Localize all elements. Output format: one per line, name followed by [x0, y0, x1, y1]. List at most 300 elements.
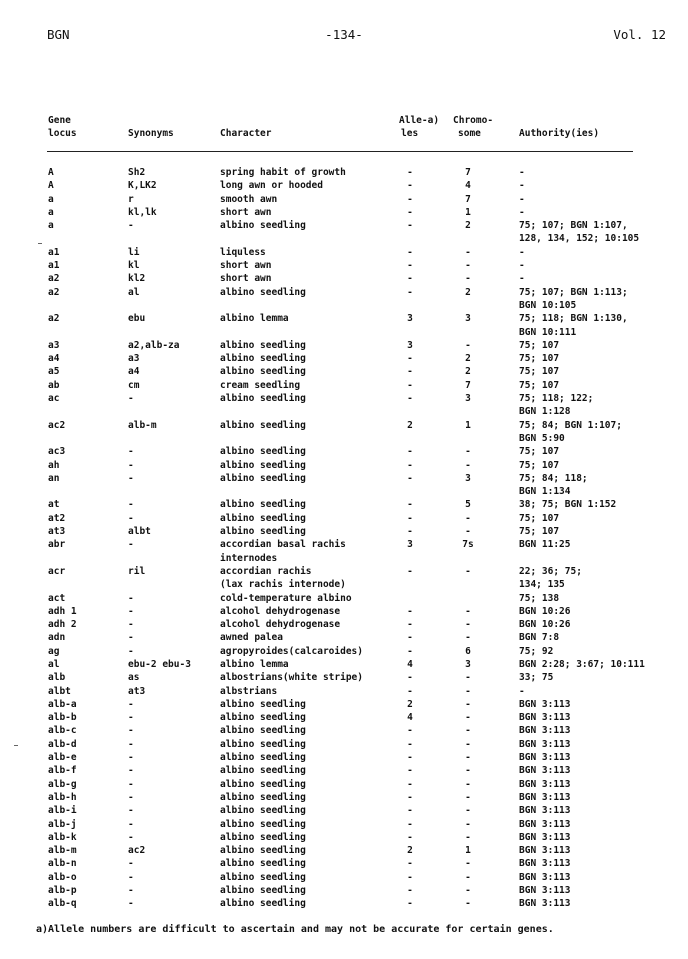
- alleles-cell: -: [407, 167, 413, 178]
- synonyms-cell: ril: [128, 565, 146, 577]
- authority-cell: 75; 107: [519, 512, 560, 524]
- chromosome-cell: -: [465, 526, 471, 538]
- synonyms-cell: kl,lk: [128, 206, 157, 218]
- synonyms-cell: -: [128, 858, 134, 870]
- authority-cell: BGN 3:113: [519, 738, 571, 750]
- gene-locus-cell: alb-j: [48, 818, 77, 830]
- synonyms-cell: -: [128, 472, 134, 484]
- synonyms-cell: -: [128, 220, 134, 232]
- col-character-header: Character: [220, 128, 272, 139]
- character-cell: albino seedling: [220, 499, 306, 511]
- col-chromosome-header-2: some: [458, 128, 481, 139]
- alleles-cell: -: [407, 831, 413, 843]
- chromosome-cell: 2: [465, 366, 471, 378]
- synonyms-cell: -: [128, 885, 134, 897]
- chromosome-cell: 3: [465, 313, 471, 325]
- synonyms-cell: -: [128, 725, 134, 737]
- chromosome-cell: -: [465, 858, 471, 870]
- page-number: -134-: [325, 27, 363, 42]
- synonyms-cell: al: [128, 286, 140, 298]
- synonyms-cell: -: [128, 592, 134, 604]
- character-cell: short awn: [220, 273, 272, 285]
- table-row: [0, 884, 688, 897]
- alleles-cell: -: [407, 446, 413, 458]
- authority-cell: BGN 3:113: [519, 725, 571, 737]
- character-cell: albino seedling: [220, 698, 306, 710]
- character-cell: accordian basal rachis internodes: [220, 539, 346, 564]
- synonyms-cell: -: [128, 831, 134, 843]
- authority-cell: 75; 107: [519, 339, 560, 351]
- synonyms-cell: -: [128, 712, 134, 724]
- authority-cell: BGN 2:28; 3:67; 10:111: [519, 658, 645, 670]
- character-cell: albino seedling: [220, 339, 306, 351]
- character-cell: albino seedling: [220, 752, 306, 764]
- gene-locus-cell: alb: [48, 672, 66, 684]
- gene-locus-cell: an: [48, 472, 60, 484]
- alleles-cell: -: [407, 725, 413, 737]
- table-row: [0, 764, 688, 777]
- character-cell: albino lemma: [220, 313, 289, 325]
- table-row: [0, 352, 688, 365]
- character-cell: albino seedling: [220, 831, 306, 843]
- synonyms-cell: -: [128, 393, 134, 405]
- authority-cell: -: [519, 246, 525, 258]
- table-row: [0, 392, 688, 419]
- synonyms-cell: -: [128, 632, 134, 644]
- synonyms-cell: -: [128, 765, 134, 777]
- gene-locus-cell: alb-i: [48, 805, 77, 817]
- volume-label: Vol. 12: [613, 27, 666, 42]
- chromosome-cell: -: [465, 885, 471, 897]
- table-row: [0, 193, 688, 206]
- gene-locus-cell: at3: [48, 526, 66, 538]
- gene-locus-cell: alb-e: [48, 752, 77, 764]
- synonyms-cell: ebu: [128, 313, 146, 325]
- chromosome-cell: 1: [465, 419, 471, 431]
- alleles-cell: -: [407, 366, 413, 378]
- alleles-cell: -: [407, 393, 413, 405]
- chromosome-cell: -: [465, 632, 471, 644]
- alleles-cell: -: [407, 738, 413, 750]
- alleles-cell: 3: [407, 313, 413, 325]
- synonyms-cell: ac2: [128, 845, 146, 857]
- gene-locus-cell: alb-f: [48, 765, 77, 777]
- synonyms-cell: -: [128, 805, 134, 817]
- alleles-cell: 2: [407, 845, 413, 857]
- table-row: [0, 724, 688, 737]
- alleles-cell: -: [407, 512, 413, 524]
- table-row: [0, 844, 688, 857]
- chromosome-cell: 3: [465, 393, 471, 405]
- character-cell: albino seedling: [220, 366, 306, 378]
- authority-cell: 75; 118; BGN 1:130, BGN 10:111: [519, 313, 628, 338]
- chromosome-cell: -: [465, 871, 471, 883]
- chromosome-cell: 2: [465, 220, 471, 232]
- synonyms-cell: cm: [128, 379, 140, 391]
- gene-locus-cell: alb-n: [48, 858, 77, 870]
- authority-cell: BGN 10:26: [519, 605, 571, 617]
- gene-locus-cell: A: [48, 167, 54, 178]
- authority-cell: BGN 3:113: [519, 898, 571, 910]
- character-cell: liquless: [220, 246, 266, 258]
- gene-locus-cell: act: [48, 592, 66, 604]
- character-cell: awned palea: [220, 632, 283, 644]
- gene-locus-cell: a1: [48, 246, 60, 258]
- authority-cell: BGN 3:113: [519, 698, 571, 710]
- alleles-cell: -: [407, 672, 413, 684]
- authority-cell: BGN 7:8: [519, 632, 560, 644]
- chromosome-cell: 6: [465, 645, 471, 657]
- chromosome-cell: -: [465, 805, 471, 817]
- table-row: [0, 445, 688, 458]
- alleles-cell: -: [407, 791, 413, 803]
- authority-cell: -: [519, 167, 525, 178]
- gene-locus-cell: alb-k: [48, 831, 77, 843]
- chromosome-cell: -: [465, 459, 471, 471]
- character-cell: albino seedling: [220, 738, 306, 750]
- alleles-cell: -: [407, 499, 413, 511]
- gene-table: [0, 166, 688, 911]
- footnote: a)Allele numbers are difficult to ascertain and may not be accurate for certain genes.: [36, 924, 554, 935]
- table-row: [0, 339, 688, 352]
- authority-cell: 75; 107: [519, 446, 560, 458]
- table-row: [0, 565, 688, 592]
- chromosome-cell: -: [465, 818, 471, 830]
- authority-cell: BGN 3:113: [519, 858, 571, 870]
- alleles-cell: -: [407, 565, 413, 577]
- synonyms-cell: -: [128, 539, 134, 551]
- authority-cell: BGN 3:113: [519, 818, 571, 830]
- chromosome-cell: -: [465, 260, 471, 272]
- character-cell: albino seedling: [220, 459, 306, 471]
- alleles-cell: -: [407, 286, 413, 298]
- chromosome-cell: 7: [465, 193, 471, 205]
- gene-locus-cell: alb-a: [48, 698, 77, 710]
- table-row: [0, 685, 688, 698]
- table-row: [0, 857, 688, 870]
- synonyms-cell: -: [128, 791, 134, 803]
- alleles-cell: -: [407, 778, 413, 790]
- synonyms-cell: -: [128, 645, 134, 657]
- col-synonyms-header: Synonyms: [128, 128, 174, 139]
- chromosome-cell: -: [465, 619, 471, 631]
- alleles-cell: -: [407, 685, 413, 697]
- gene-locus-cell: albt: [48, 685, 71, 697]
- authority-cell: 75; 84; BGN 1:107; BGN 5:90: [519, 419, 622, 444]
- gene-locus-cell: a2: [48, 286, 60, 298]
- table-row: [0, 658, 688, 671]
- synonyms-cell: -: [128, 512, 134, 524]
- synonyms-cell: a2,alb-za: [128, 339, 180, 351]
- chromosome-cell: -: [465, 831, 471, 843]
- alleles-cell: -: [407, 472, 413, 484]
- journal-abbrev: BGN: [47, 27, 70, 42]
- synonyms-cell: -: [128, 698, 134, 710]
- chromosome-cell: -: [465, 752, 471, 764]
- authority-cell: -: [519, 206, 525, 218]
- chromosome-cell: -: [465, 565, 471, 577]
- synonyms-cell: -: [128, 619, 134, 631]
- table-row: [0, 791, 688, 804]
- chromosome-cell: -: [465, 898, 471, 910]
- chromosome-cell: 2: [465, 286, 471, 298]
- character-cell: albino seedling: [220, 791, 306, 803]
- character-cell: long awn or hooded: [220, 180, 323, 192]
- character-cell: albino seedling: [220, 805, 306, 817]
- alleles-cell: -: [407, 353, 413, 365]
- gene-locus-cell: a4: [48, 353, 60, 365]
- chromosome-cell: -: [465, 446, 471, 458]
- table-row: [0, 419, 688, 446]
- table-row: [0, 179, 688, 192]
- alleles-cell: -: [407, 220, 413, 232]
- table-row: [0, 272, 688, 285]
- alleles-cell: -: [407, 619, 413, 631]
- synonyms-cell: ebu-2 ebu-3: [128, 658, 191, 670]
- synonyms-cell: a4: [128, 366, 140, 378]
- table-row: [0, 512, 688, 525]
- gene-locus-cell: abr: [48, 539, 66, 551]
- synonyms-cell: -: [128, 459, 134, 471]
- chromosome-cell: -: [465, 246, 471, 258]
- gene-locus-cell: alb-p: [48, 885, 77, 897]
- gene-locus-cell: ac: [48, 393, 60, 405]
- character-cell: alcohol dehydrogenase: [220, 619, 341, 631]
- synonyms-cell: albt: [128, 526, 151, 538]
- character-cell: short awn: [220, 260, 272, 272]
- alleles-cell: 4: [407, 658, 413, 670]
- authority-cell: 75; 84; 118; BGN 1:134: [519, 472, 588, 498]
- alleles-cell: -: [407, 632, 413, 644]
- chromosome-cell: -: [465, 712, 471, 724]
- alleles-cell: -: [407, 526, 413, 538]
- gene-locus-cell: a2: [48, 313, 60, 325]
- authority-cell: BGN 3:113: [519, 831, 571, 843]
- gene-locus-cell: alb-d: [48, 738, 77, 750]
- alleles-cell: -: [407, 752, 413, 764]
- character-cell: albino seedling: [220, 712, 306, 724]
- gene-locus-cell: a3: [48, 339, 60, 351]
- character-cell: albino seedling: [220, 765, 306, 777]
- table-row: [0, 592, 688, 605]
- chromosome-cell: -: [465, 725, 471, 737]
- table-row: [0, 897, 688, 910]
- authority-cell: -: [519, 180, 525, 192]
- table-row: [0, 259, 688, 272]
- chromosome-cell: 4: [465, 180, 471, 192]
- table-row: [0, 698, 688, 711]
- alleles-cell: -: [407, 180, 413, 192]
- alleles-cell: -: [407, 871, 413, 883]
- character-cell: albino seedling: [220, 885, 306, 897]
- synonyms-cell: r: [128, 193, 134, 205]
- gene-locus-cell: al: [48, 658, 60, 670]
- table-row: [0, 472, 688, 499]
- character-cell: accordian rachis (lax rachis internode): [220, 565, 346, 591]
- alleles-cell: -: [407, 260, 413, 272]
- authority-cell: -: [519, 193, 525, 205]
- character-cell: albino seedling: [220, 526, 306, 538]
- character-cell: albino seedling: [220, 286, 306, 298]
- authority-cell: 75; 107: [519, 379, 560, 391]
- character-cell: albino seedling: [220, 419, 306, 431]
- table-row: [0, 671, 688, 684]
- gene-locus-cell: alb-c: [48, 725, 77, 737]
- alleles-cell: -: [407, 858, 413, 870]
- table-row: [0, 738, 688, 751]
- table-row: [0, 711, 688, 724]
- character-cell: albino seedling: [220, 220, 306, 232]
- authority-cell: 75; 107: [519, 353, 560, 365]
- character-cell: albino seedling: [220, 845, 306, 857]
- table-row: [0, 871, 688, 884]
- chromosome-cell: -: [465, 765, 471, 777]
- chromosome-cell: -: [465, 339, 471, 351]
- table-row: [0, 538, 688, 565]
- authority-cell: 22; 36; 75; 134; 135: [519, 565, 582, 591]
- gene-locus-cell: a1: [48, 260, 60, 272]
- alleles-cell: -: [407, 805, 413, 817]
- alleles-cell: 2: [407, 698, 413, 710]
- chromosome-cell: 3: [465, 658, 471, 670]
- authority-cell: -: [519, 685, 525, 697]
- alleles-cell: -: [407, 246, 413, 258]
- character-cell: albostrians(white stripe): [220, 672, 363, 684]
- alleles-cell: -: [407, 885, 413, 897]
- synonyms-cell: kl: [128, 260, 140, 272]
- gene-locus-cell: alb-h: [48, 791, 77, 803]
- character-cell: albino seedling: [220, 353, 306, 365]
- synonyms-cell: li: [128, 246, 140, 258]
- chromosome-cell: -: [465, 273, 471, 285]
- authority-cell: 75; 107: [519, 366, 560, 378]
- gene-locus-cell: adn: [48, 632, 66, 644]
- authority-cell: BGN 3:113: [519, 778, 571, 790]
- chromosome-cell: 5: [465, 499, 471, 511]
- gene-locus-cell: alb-b: [48, 712, 77, 724]
- table-row: [0, 751, 688, 764]
- authority-cell: BGN 3:113: [519, 765, 571, 777]
- authority-cell: 75; 107: [519, 459, 560, 471]
- character-cell: cold-temperature albino: [220, 592, 352, 604]
- authority-cell: BGN 3:113: [519, 805, 571, 817]
- gene-locus-cell: ab: [48, 379, 60, 391]
- header-rule: [47, 151, 633, 152]
- authority-cell: BGN 3:113: [519, 845, 571, 857]
- chromosome-cell: 2: [465, 353, 471, 365]
- col-authority-header: Authority(ies): [519, 128, 600, 139]
- gene-locus-cell: adh 2: [48, 619, 77, 631]
- table-row: [0, 525, 688, 538]
- character-cell: alcohol dehydrogenase: [220, 605, 341, 617]
- alleles-cell: 2: [407, 419, 413, 431]
- character-cell: albino seedling: [220, 725, 306, 737]
- gene-locus-cell: at2: [48, 512, 66, 524]
- table-row: [0, 365, 688, 378]
- synonyms-cell: -: [128, 898, 134, 910]
- character-cell: agropyroides(calcaroides): [220, 645, 363, 657]
- chromosome-cell: -: [465, 512, 471, 524]
- alleles-cell: -: [407, 459, 413, 471]
- alleles-cell: -: [407, 605, 413, 617]
- table-row: [0, 778, 688, 791]
- authority-cell: BGN 3:113: [519, 712, 571, 724]
- authority-cell: BGN 3:113: [519, 871, 571, 883]
- alleles-cell: -: [407, 898, 413, 910]
- authority-cell: BGN 11:25: [519, 539, 571, 551]
- gene-locus-cell: a: [48, 193, 54, 205]
- synonyms-cell: as: [128, 672, 140, 684]
- synonyms-cell: Sh2: [128, 167, 146, 178]
- chromosome-cell: 7: [465, 379, 471, 391]
- table-row: [0, 286, 688, 313]
- alleles-cell: 4: [407, 712, 413, 724]
- synonyms-cell: -: [128, 818, 134, 830]
- synonyms-cell: -: [128, 871, 134, 883]
- synonyms-cell: -: [128, 752, 134, 764]
- synonyms-cell: -: [128, 446, 134, 458]
- gene-locus-cell: alb-q: [48, 898, 77, 910]
- synonyms-cell: at3: [128, 685, 146, 697]
- character-cell: albino lemma: [220, 658, 289, 670]
- character-cell: albino seedling: [220, 778, 306, 790]
- chromosome-cell: -: [465, 738, 471, 750]
- gene-locus-cell: alb-o: [48, 871, 77, 883]
- gene-locus-cell: acr: [48, 565, 66, 577]
- authority-cell: BGN 3:113: [519, 885, 571, 897]
- authority-cell: 75; 92: [519, 645, 554, 657]
- table-row: [0, 818, 688, 831]
- character-cell: albino seedling: [220, 871, 306, 883]
- gene-locus-cell: ac3: [48, 446, 66, 458]
- col-chromosome-header-1: Chromo-: [453, 115, 494, 126]
- col-gene-header-2: locus: [48, 128, 77, 139]
- synonyms-cell: alb-m: [128, 419, 157, 431]
- chromosome-cell: 7s: [462, 539, 474, 551]
- gene-locus-cell: adh 1: [48, 605, 77, 617]
- gene-locus-cell: a5: [48, 366, 60, 378]
- character-cell: spring habit of growth: [220, 167, 346, 178]
- table-row: [0, 206, 688, 219]
- character-cell: albstrians: [220, 685, 278, 697]
- alleles-cell: -: [407, 645, 413, 657]
- character-cell: albino seedling: [220, 898, 306, 910]
- table-row: [0, 379, 688, 392]
- gene-locus-cell: A: [48, 180, 54, 192]
- character-cell: albino seedling: [220, 446, 306, 458]
- alleles-cell: -: [407, 193, 413, 205]
- alleles-cell: -: [407, 379, 413, 391]
- alleles-cell: -: [407, 818, 413, 830]
- col-gene-header-1: Gene: [48, 115, 71, 126]
- chromosome-cell: 3: [465, 472, 471, 484]
- table-row: [0, 459, 688, 472]
- table-row: [0, 831, 688, 844]
- character-cell: albino seedling: [220, 858, 306, 870]
- character-cell: short awn: [220, 206, 272, 218]
- character-cell: albino seedling: [220, 393, 306, 405]
- chromosome-cell: -: [465, 605, 471, 617]
- authority-cell: -: [519, 260, 525, 272]
- synonyms-cell: -: [128, 499, 134, 511]
- table-row: [0, 645, 688, 658]
- chromosome-cell: 7: [465, 167, 471, 178]
- gene-locus-cell: at: [48, 499, 60, 511]
- synonyms-cell: kl2: [128, 273, 146, 285]
- table-row: [0, 605, 688, 618]
- synonyms-cell: a3: [128, 353, 140, 365]
- character-cell: cream seedling: [220, 379, 301, 391]
